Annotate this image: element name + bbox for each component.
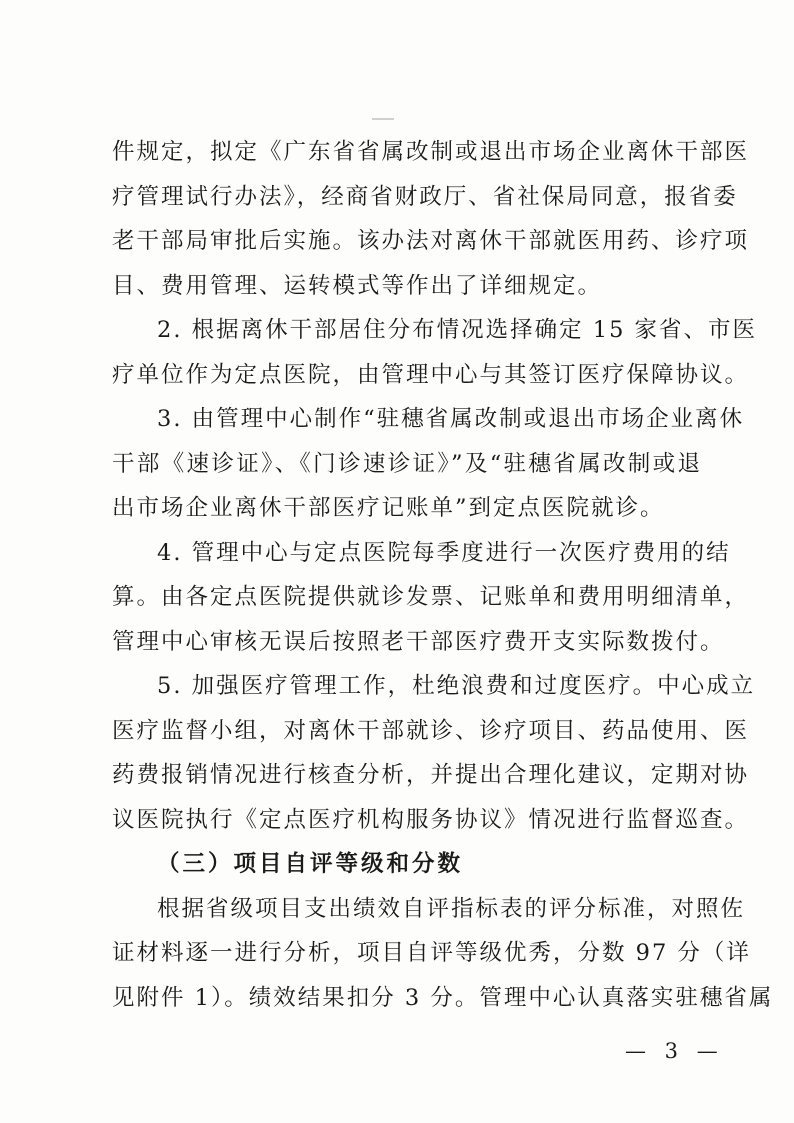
- text-line: 2. 根据离休干部居住分布情况选择确定 15 家省、市医: [157, 317, 758, 343]
- text-line: 5. 加强医疗管理工作，杜绝浪费和过度医疗。中心成立: [157, 673, 756, 699]
- text-line: 件规定，拟定《广东省省属改制或退出市场企业离休干部医: [112, 139, 750, 165]
- page-number: — 3 —: [625, 1039, 724, 1063]
- text-line: 算。由各定点医院提供就诊发票、记账单和费用明细清单，: [112, 584, 750, 610]
- text-line: 目、费用管理、运转模式等作出了详细规定。: [112, 272, 603, 299]
- body-text: [112, 130, 774, 1020]
- text-line: 疗单位作为定点医院，由管理中心与其签订医疗保障协议。: [112, 361, 750, 388]
- text-line: 证材料逐一进行分析，项目自评等级优秀，分数 97 分（详: [112, 940, 751, 966]
- text-line: 疗管理试行办法》，经商省财政厅、省社保局同意，报省委: [112, 183, 738, 210]
- text-line: 老干部局审批后实施。该办法对离休干部就医用药、诊疗项: [112, 228, 750, 254]
- text-line: 出市场企业离休干部医疗记账单”到定点医院就诊。: [112, 495, 665, 521]
- text-line: 管理中心审核无误后按照老干部医疗费开支实际数拨付。: [112, 628, 725, 655]
- text-line: 3. 由管理中心制作“驻穗省属改制或退出市场企业离休: [157, 406, 745, 432]
- text-line: 议医院执行《定点医疗机构服务协议》情况进行监督巡查。: [112, 806, 750, 833]
- section-heading: （三）项目自评等级和分数: [157, 851, 464, 877]
- text-line: 药费报销情况进行核查分析，并提出合理化建议，定期对协: [112, 762, 750, 788]
- text-line: 4. 管理中心与定点医院每季度进行一次医疗费用的结: [157, 539, 731, 566]
- text-line: 医疗监督小组，对离休干部就诊、诊疗项目、药品使用、医: [112, 717, 750, 744]
- text-line: 根据省级项目支出绩效自评指标表的评分标准，对照佐: [157, 895, 746, 922]
- text-line: 见附件 1）。绩效结果扣分 3 分。管理中心认真落实驻穗省属: [112, 984, 774, 1011]
- header-mark: [372, 118, 394, 120]
- text-line: 干部《速诊证》、《门诊速诊证》”及“驻穗省属改制或退: [112, 450, 702, 477]
